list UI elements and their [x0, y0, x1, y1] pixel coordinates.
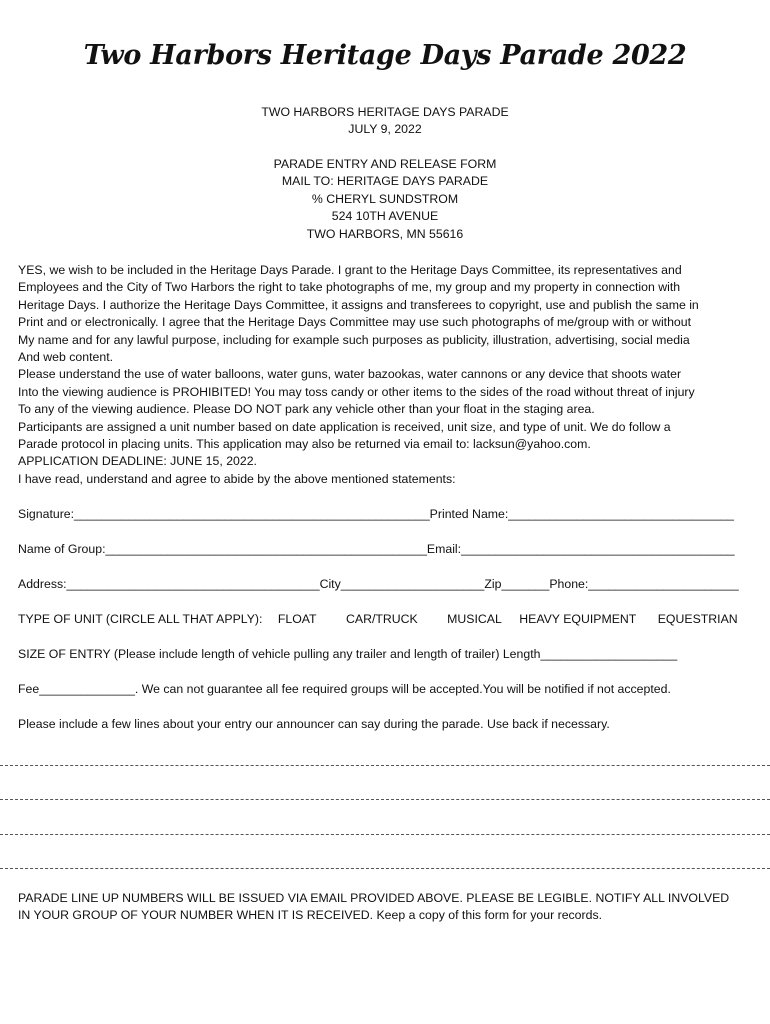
statement-line: Employees and the City of Two Harbors the right to take photographs of me, my group and my property in connection with — [18, 280, 681, 295]
statement-line: Into the viewing audience is PROHIBITED! You may toss candy or other items to the sides of the road without threat of injury — [18, 384, 695, 399]
header-line: TWO HARBORS HERITAGE DAYS PARADE — [261, 105, 509, 119]
statement-line: YES, we wish to be included in the Heritage Days Parade. I grant to the Heritage Days Committee, its representatives and — [18, 263, 682, 277]
unit-option-heavy-equipment[interactable]: HEAVY EQUIPMENT — [519, 612, 637, 626]
statement-line: And web content. — [18, 350, 114, 365]
statement-line: Print and or electronically. I agree that the Heritage Days Committee may use such photographs of me/group with or without — [18, 315, 692, 330]
unit-option-equestrian[interactable]: EQUESTRIAN — [657, 612, 738, 626]
statement-line: Participants are assigned a unit number based on date application is received, unit size, and type of unit. We do follow a — [18, 419, 671, 434]
statement-line: Heritage Days. I authorize the Heritage Days Committee, it assigns and transferees to copyright, use and publish the same in — [18, 297, 699, 312]
parade-header — [0, 104, 770, 139]
address-line: TWO HARBORS, MN 55616 — [306, 226, 464, 241]
unit-option-car-truck[interactable]: CAR/TRUCK — [345, 612, 418, 626]
statement-line: APPLICATION DEADLINE: JUNE 15, 2022. — [18, 454, 257, 469]
notice-line: IN YOUR GROUP OF YOUR NUMBER WHEN IT IS RECEIVED. Keep a copy of this form for your records. — [18, 908, 603, 923]
announcer-write-line[interactable] — [0, 799, 770, 800]
lineup-notice — [18, 890, 758, 925]
statement-line: I have read, understand and agree to abide by the above mentioned statements: — [18, 471, 456, 486]
unit-option-musical[interactable]: MUSICAL — [447, 612, 502, 626]
signature-field[interactable]: Signature:____________________________________________________Printed Name:_________________________________ — [18, 507, 734, 521]
unit-type-label: TYPE OF UNIT (CIRCLE ALL THAT APPLY): — [18, 612, 263, 626]
unit-option-float[interactable]: FLOAT — [277, 612, 317, 626]
address-line: MAIL TO: HERITAGE DAYS PARADE — [281, 174, 489, 189]
announcer-write-line[interactable] — [0, 834, 770, 835]
address-line: PARADE ENTRY AND RELEASE FORM — [273, 157, 497, 171]
form-title: Two Harbors Heritage Days Parade 2022 — [83, 40, 687, 71]
statement-line: Parade protocol in placing units. This application may also be returned via email to: lacksun@yahoo.com. — [18, 437, 591, 452]
release-statement — [18, 262, 758, 488]
mailing-address-block — [0, 156, 770, 243]
group-email-field[interactable]: Name of Group:_______________________________________________Email:________________________________________ — [18, 542, 735, 556]
announcer-instructions: Please include a few lines about your entry our announcer can say during the parade. Use back if necessary. — [18, 717, 610, 731]
notice-line: PARADE LINE UP NUMBERS WILL BE ISSUED VIA EMAIL PROVIDED ABOVE. PLEASE BE LEGIBLE. NOTIFY ALL INVOLVED — [18, 891, 730, 905]
announcer-write-line[interactable] — [0, 868, 770, 869]
entry-size-field[interactable]: SIZE OF ENTRY (Please include length of vehicle pulling any trailer and length of trailer) Length____________________ — [18, 647, 678, 661]
address-field[interactable]: Address:_____________________________________City_____________________Zip_______Phone:______________________ — [18, 577, 739, 591]
statement-line: My name and for any lawful purpose, including for example such purposes as publicity, illustration, advertising, social media — [18, 332, 690, 347]
statement-line: To any of the viewing audience. Please DO NOT park any vehicle other than your float in the staging area. — [18, 402, 595, 417]
unit-type-row — [18, 612, 764, 626]
address-line: % CHERYL SUNDSTROM — [311, 191, 459, 206]
announcer-write-line[interactable] — [0, 765, 770, 766]
fee-field[interactable]: Fee______________. We can not guarantee all fee required groups will be accepted.You will be notified if not accepted. — [18, 682, 671, 696]
header-line: JULY 9, 2022 — [348, 122, 422, 137]
statement-line: Please understand the use of water balloons, water guns, water bazookas, water cannons or any device that shoots water — [18, 367, 682, 382]
address-line: 524 10TH AVENUE — [331, 209, 439, 224]
